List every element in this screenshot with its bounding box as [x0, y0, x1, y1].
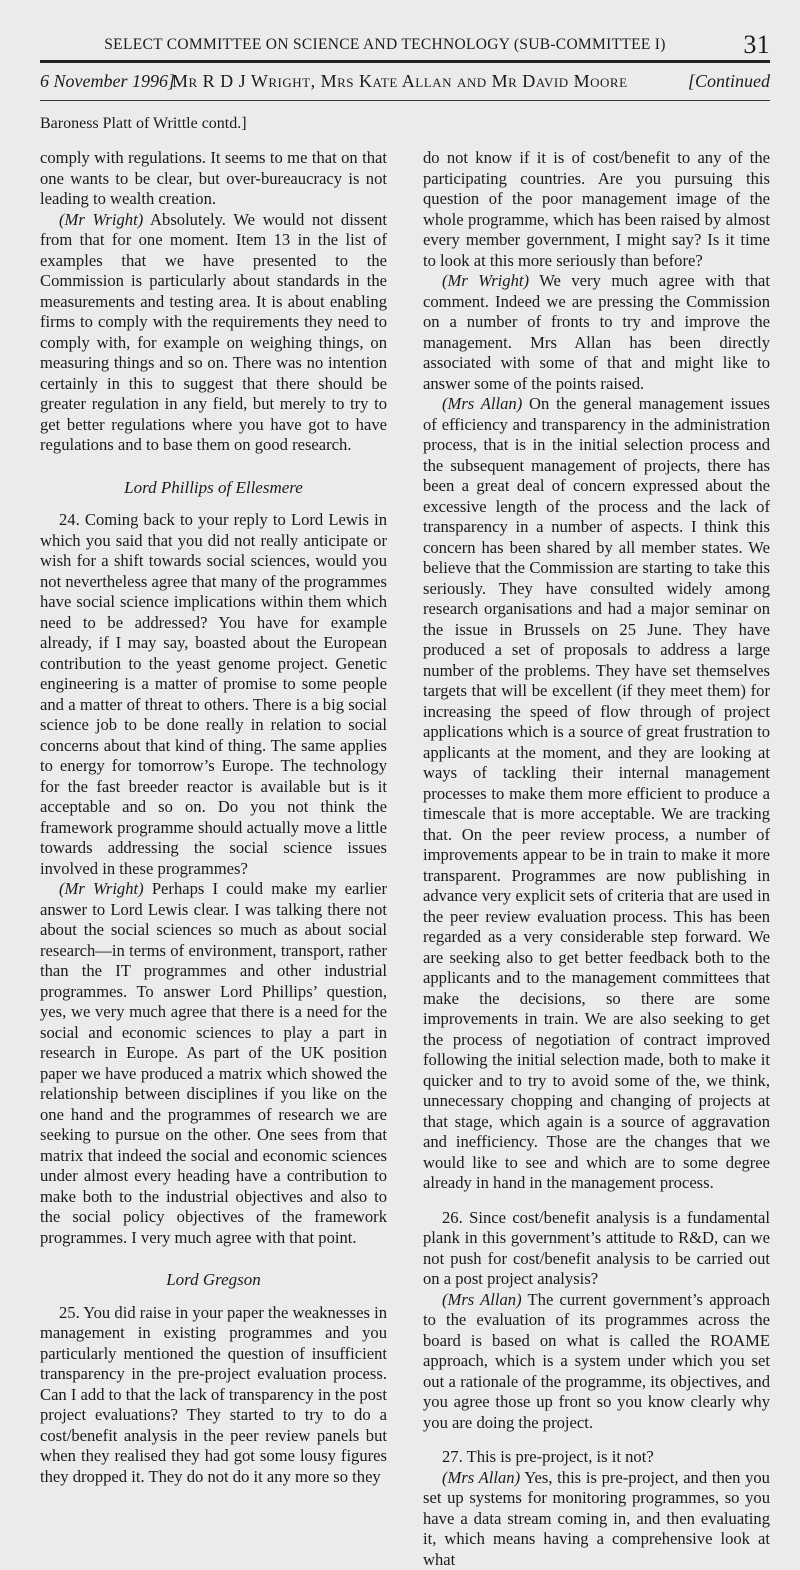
speaker-name: (Mr Wright)	[442, 271, 529, 290]
speaker-name: (Mr Wright)	[59, 210, 143, 229]
questioner-heading: Lord Gregson	[40, 1270, 387, 1291]
session-line	[40, 71, 770, 97]
paragraph: (Mrs Allan) On the general management issues of efficiency and transparency in the administration process, that is in the initial selection process and the subsequent management of projects, there has been a great deal of concern expressed about the excessive length of the process and the lack of transparency in a number of aspects. I think this concern has been shared by all member states. We believe that the Commission are starting to take this seriously. They have consulted widely among research organisations and had a major seminar on the issue in Brussels on 25 June. They have produced a set of proposals to address a large number of the problems. They have set themselves targets that will be excellent (if they meet them) for increasing the speed of flow through of project applications which is a source of great frustration to applicants at the moment, and they are looking at ways of tackling their internal management processes to make them more efficient to produce a timescale that is more acceptable. We are tracking that. On the peer review process, a number of improvements appear to be in train to make it more transparent. Programmes are now publishing in advance very explicit sets of criteria that are used in the peer review evaluation process. This has been regarded as a very considerable step forward. We are seeking also to get better feedback both to the applicants and to the management committees that make the decisions, so there are some improvements in train. We are also seeking to get the process of negotiation of contract improved following the initial selection made, both to make it quicker and to try to avoid some of the, we think, unnecessary chopping and changing of projects at that stage, which again is a source of aggravation and inefficiency. Those are the changes that we would like to see and which are to some degree already in hand in the management process.	[423, 394, 770, 1194]
speaker-name: (Mr Wright)	[59, 879, 144, 898]
header-title: SELECT COMMITTEE ON SCIENCE AND TECHNOLOGY (SUB-COMMITTEE I)	[40, 36, 730, 54]
paragraph: do not know if it is of cost/benefit to any of the participating countries. Are you pursuing this question of the poor management image of the whole programme, which has been raised by almost every member government, I might say? Is it time to look at this more seriously than before?	[423, 148, 770, 271]
speaker-name: (Mrs Allan)	[442, 394, 522, 413]
paragraph: (Mr Wright) We very much agree with that comment. Indeed we are pressing the Commission on a number of fronts to try and improve the management. Mrs Allan has been directly associated with some of that and might like to answer some of the points raised.	[423, 271, 770, 394]
paragraph: (Mr Wright) Absolutely. We would not dissent from that for one moment. Item 13 in the list of examples that we have presented to the Commission is particularly about standards in the measurements and testing area. It is about enabling firms to comply with the requirements they need to comply with, for example on weighing things, on measuring things and so on. There was no intention certainly in this to suggest that there should be greater regulation in any field, but merely to try to get better regulations where you have got to have regulations and to base them on good research.	[40, 210, 387, 456]
page-number: 31	[743, 30, 770, 60]
witnesses: Mr R D J Wright, Mrs Kate Allan and Mr David Moore	[172, 71, 628, 92]
speaker-name: (Mrs Allan)	[442, 1290, 522, 1309]
questioner-heading: Lord Phillips of Ellesmere	[40, 478, 387, 499]
header-rule	[40, 60, 770, 63]
question-paragraph: 26. Since cost/benefit analysis is a fundamental plank in this government’s attitude to R&D, can we not push for cost/benefit analysis to be carried out on a post project analysis?	[423, 1208, 770, 1290]
question-paragraph: 27. This is pre-project, is it not?	[423, 1447, 770, 1468]
session-date: 6 November 1996]	[40, 71, 175, 92]
right-column	[423, 148, 770, 1570]
continued-label: [Continued	[688, 71, 770, 92]
subheader-rule	[40, 100, 770, 101]
paragraph: (Mr Wright) Perhaps I could make my earlier answer to Lord Lewis clear. I was talking there not about the social sciences so much as about social research—in terms of environment, transport, rather than the IT programmes and other industrial programmes. To answer Lord Phillips’ question, yes, we very much agree that there is a need for the social and economic sciences to play a part in research in Europe. As part of the UK position paper we have produced a matrix which showed the relationship between disciplines if you like on the one hand and the programmes of research we are seeking to pursue on the other. One sees from that matrix that indeed the social and economic sciences under almost every heading have a contribution to make both to the industrial objectives and also to the social policy objectives of the framework programmes. I very much agree with that point.	[40, 879, 387, 1248]
question-paragraph: 25. You did raise in your paper the weaknesses in management in existing programmes and you particularly mentioned the question of insufficient transparency in the pre-project evaluation process. Can I add to that the lack of transparency in the post project evaluations? They started to try to do a cost/benefit analysis in the peer review panels but when they realised they had got some lousy figures they dropped it. They do not do it any more so they	[40, 1303, 387, 1488]
left-column	[40, 148, 387, 1487]
paragraph: comply with regulations. It seems to me that on that one wants to be clear, but over-bureaucracy is not leading to wealth creation.	[40, 148, 387, 210]
speaker-name: (Mrs Allan)	[442, 1468, 520, 1487]
question-paragraph: 24. Coming back to your reply to Lord Lewis in which you said that you did not really anticipate or wish for a shift towards social sciences, would you not nevertheless agree that many of the programmes have social science implications within them which need to be addressed? You have for example already, if I may say, boasted about the European contribution to the yeast genome project. Genetic engineering is a matter of promise to some people and a matter of threat to others. There is a big social science job to be done really in relation to social concerns about that kind of thing. The same applies to energy for tomorrow’s Europe. The technology for the fast breeder reactor is available but is it acceptable and so on. Do you not think the framework programme should actually move a little towards addressing the social science issues involved in these programmes?	[40, 510, 387, 879]
continued-speaker: Baroness Platt of Writtle contd.]	[40, 115, 247, 133]
paragraph: (Mrs Allan) The current government’s approach to the evaluation of its programmes across the board is based on what is called the ROAME approach, which is a system under which you set out a rationale of the programme, its objectives, and you agree those up front so you know clearly why you are doing the project.	[423, 1290, 770, 1434]
paragraph: (Mrs Allan) Yes, this is pre-project, and then you set up systems for monitoring programmes, so you have a data stream coming in, and then evaluating it, which means having a comprehensive look at what	[423, 1468, 770, 1570]
